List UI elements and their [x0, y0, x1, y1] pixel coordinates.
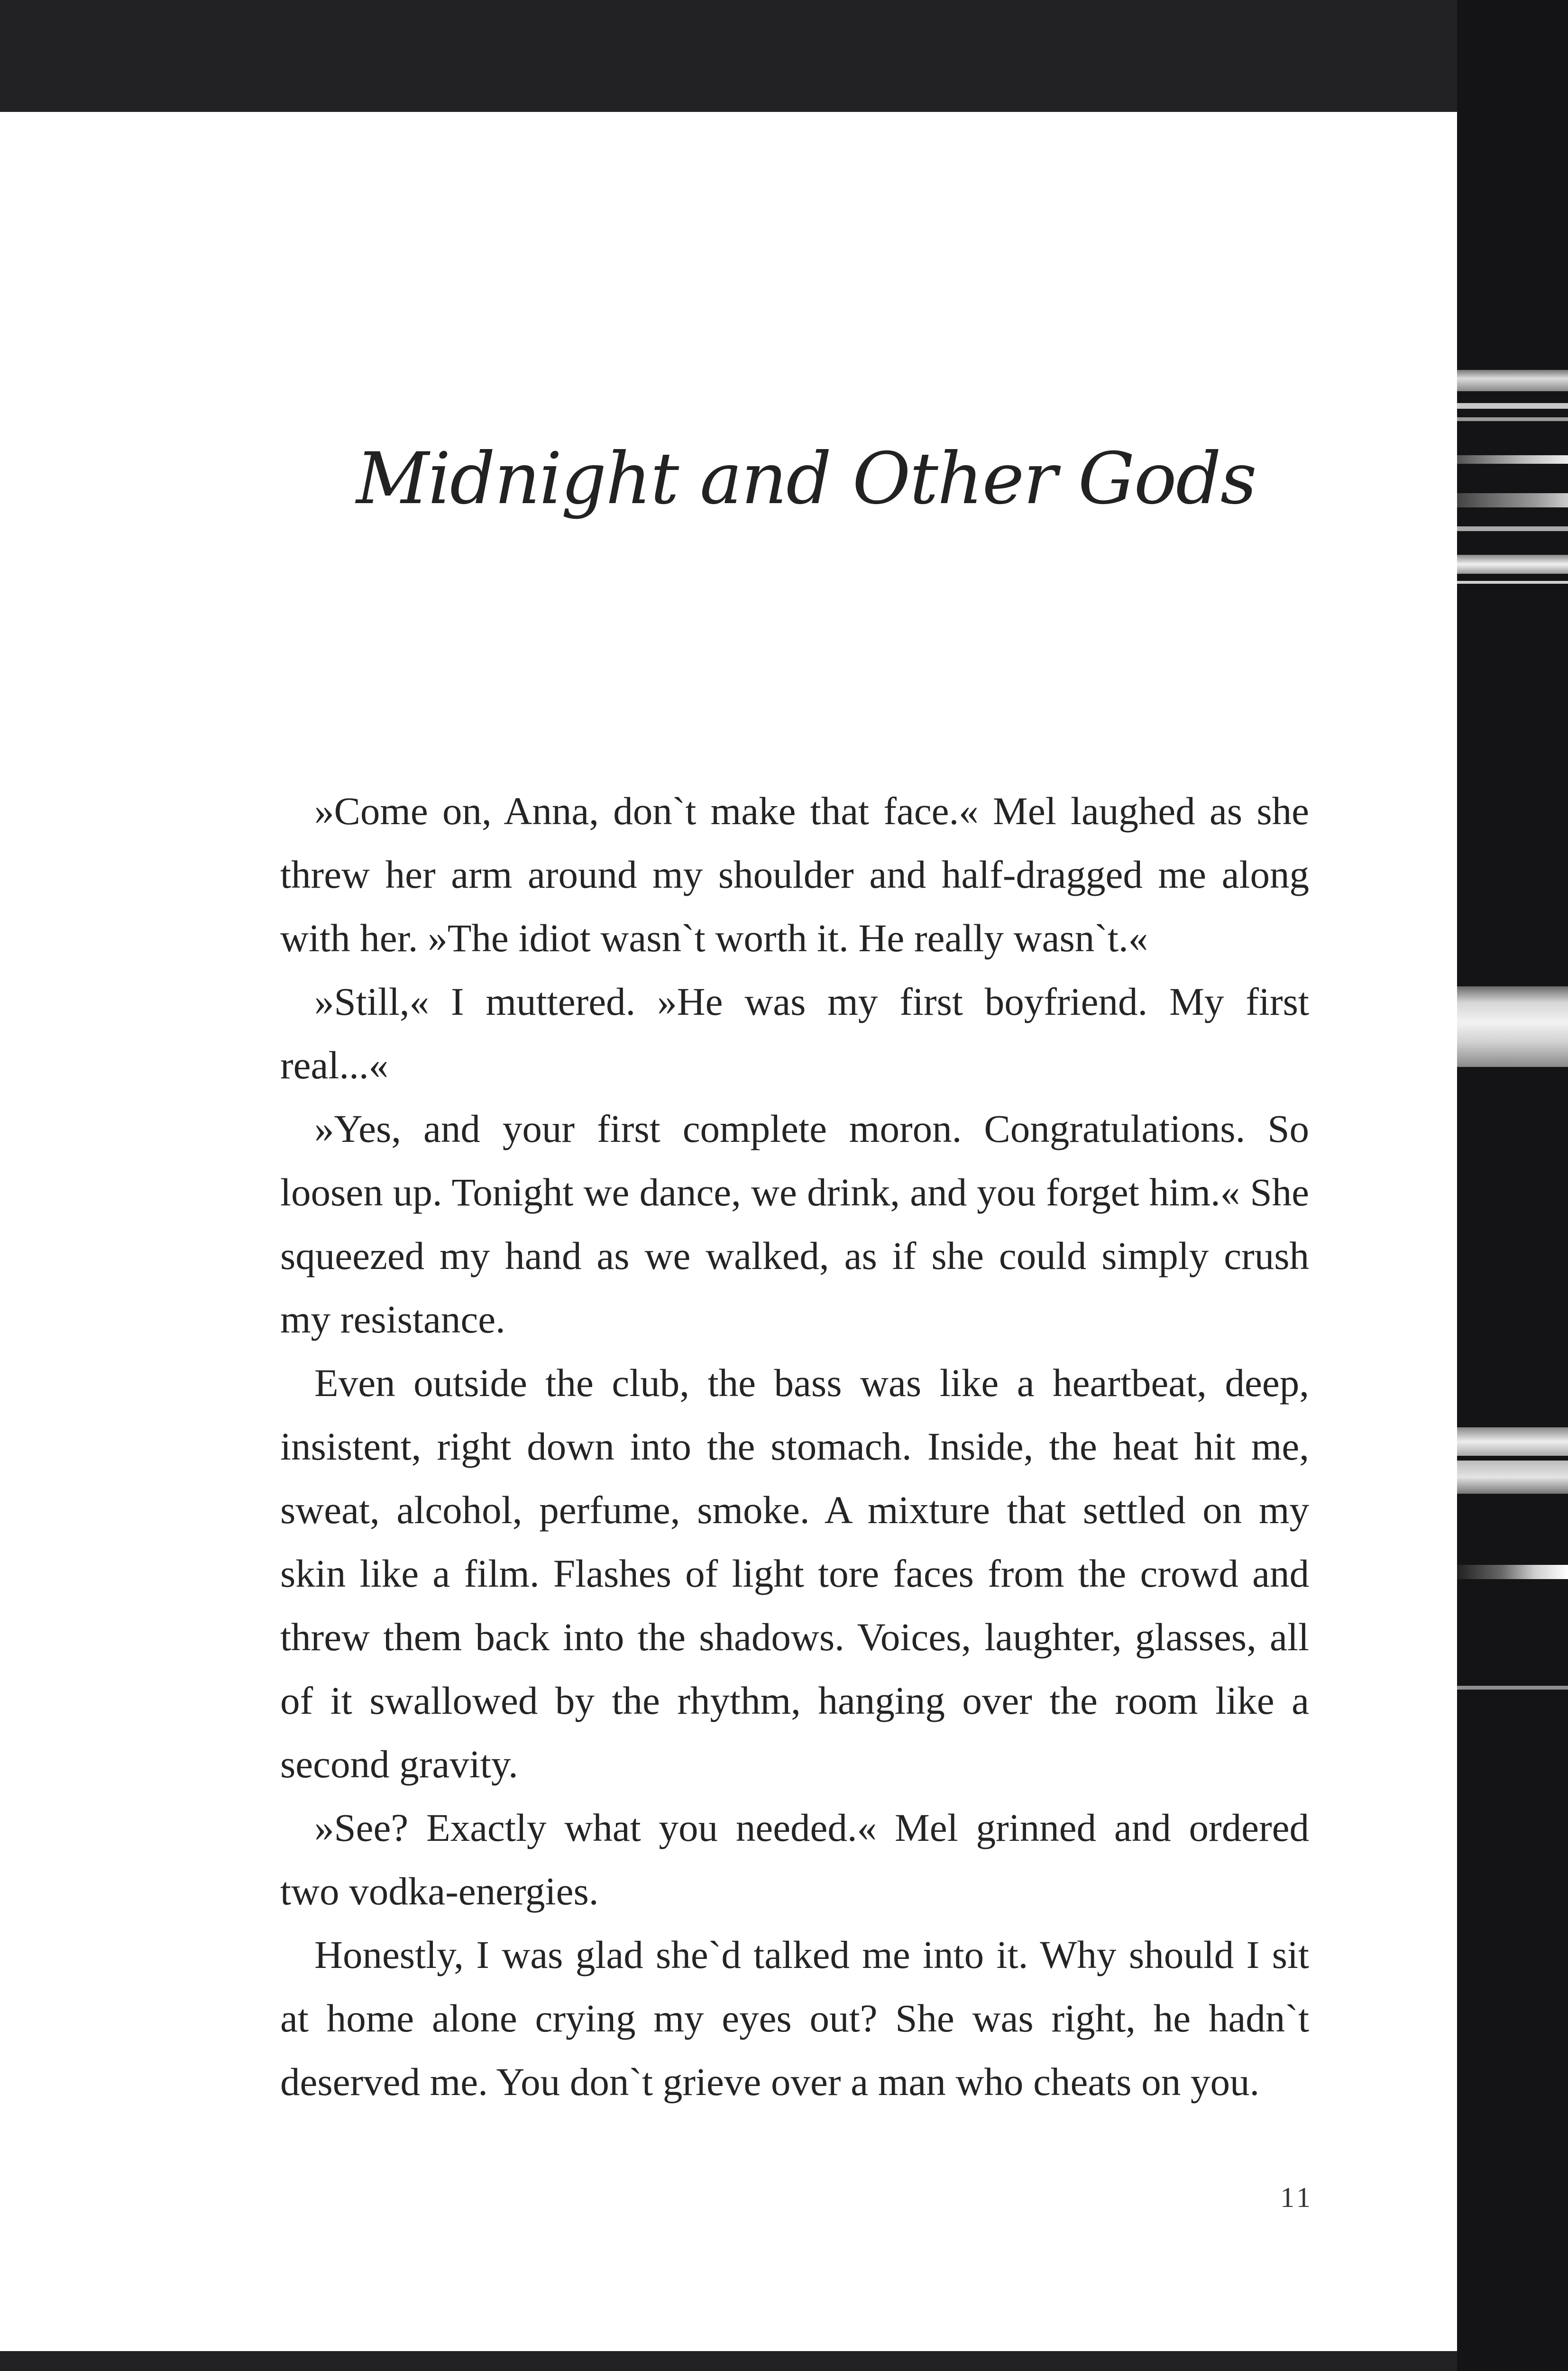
top-dark-border — [0, 0, 1568, 112]
scan-glitch-band — [1457, 417, 1568, 421]
scan-glitch-band — [1457, 455, 1568, 464]
scan-glitch-band — [1457, 1686, 1568, 1690]
scan-glitch-band — [1457, 493, 1568, 507]
paragraph: »Yes, and your first complete moron. Congratulations. So loosen up. Tonight we dance, we drink, and you forget him.« She squeezed my hand as we walked, as if she could simply crush my resistance. — [280, 1107, 1309, 1341]
paragraph: Even outside the club, the bass was like a heartbeat, deep, insistent, right down into the stomach. Inside, the heat hit me, sweat, alcohol, perfume, smoke. A mixture that settled on my skin like a film. Flashes of light tore faces from the crowd and threw them back into the shadows. Voices, laughter, glasses, all of it swallowed by the rhythm, hanging over the room like a second gravity. — [280, 1361, 1309, 1786]
scan-glitch-band — [1457, 581, 1568, 584]
chapter-title: Midnight and Other Gods — [356, 438, 1256, 520]
paragraph: Honestly, I was glad she`d talked me into it. Why should I sit at home alone crying my eyes out? She was right, he hadn`t deserved me. You don`t grieve over a man who cheats on you. — [280, 1933, 1309, 2104]
paragraph: »See? Exactly what you needed.« Mel grinned and ordered two vodka-energies. — [280, 1806, 1309, 1913]
scan-glitch-band — [1457, 1565, 1568, 1579]
paragraph: »Come on, Anna, don`t make that face.« Mel laughed as she threw her arm around my shoulder and half-dragged me along with her. »The idiot wasn`t worth it. He really wasn`t.« — [280, 789, 1309, 960]
scan-glitch-band — [1457, 555, 1568, 574]
body-text — [280, 779, 1309, 2114]
page-number: 11 — [1280, 2182, 1313, 2213]
scan-edge-strip — [1457, 0, 1568, 2371]
scan-glitch-band — [1457, 1427, 1568, 1456]
scan-glitch-band — [1457, 403, 1568, 409]
scan-glitch-band — [1457, 370, 1568, 391]
scan-glitch-band — [1457, 986, 1568, 1067]
scan-glitch-band — [1457, 1461, 1568, 1494]
bottom-dark-border — [0, 2351, 1568, 2371]
paragraph: »Still,« I muttered. »He was my first boyfriend. My first real...« — [280, 980, 1309, 1087]
scan-glitch-band — [1457, 526, 1568, 531]
